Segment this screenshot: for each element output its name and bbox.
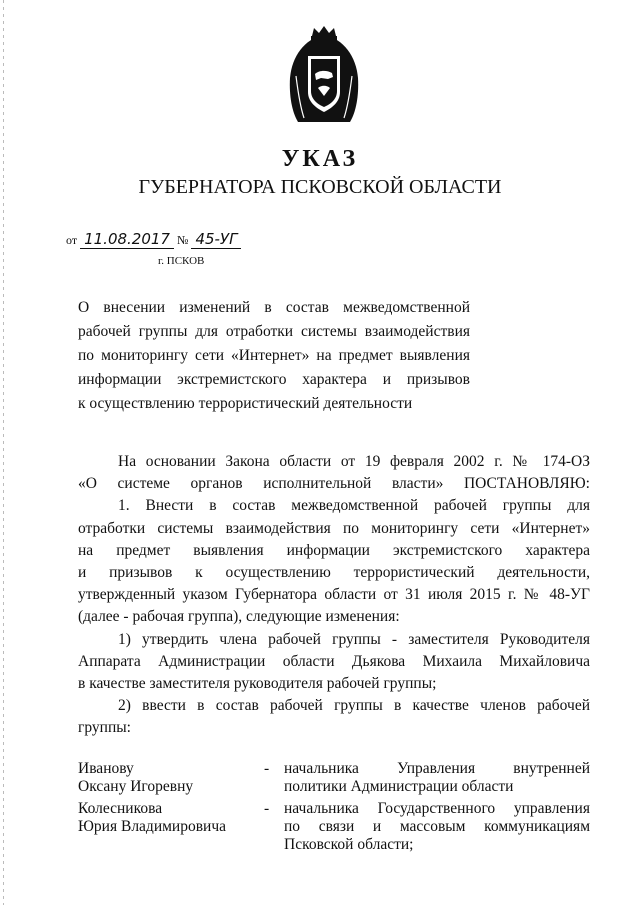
handwritten-date: 11.08.2017 bbox=[80, 230, 174, 249]
body-line: отработки системы взаимодействия по мониторингу сети «Интернет» bbox=[78, 519, 590, 537]
body-line: 1. Внести в состав межведомственной рабочей группы для bbox=[118, 497, 590, 515]
member-name-line: Иванову bbox=[78, 760, 134, 777]
from-label: от bbox=[66, 233, 78, 247]
subject-line: рабочей группы для отработки системы взаимодействия bbox=[78, 323, 470, 340]
body-line: 1) утвердить члена рабочей группы - заместителя Руководителя bbox=[118, 630, 590, 648]
body-line: Аппарата Администрации области Дьякова Михаила Михайловича bbox=[78, 652, 590, 670]
members-list bbox=[78, 760, 590, 858]
body-line: На основании Закона области от 19 февраля 2002 г. № 174-ОЗ bbox=[118, 453, 590, 470]
subject-line: информации экстремистского характера и призывов bbox=[78, 371, 470, 388]
member-position-line: политики Администрации области bbox=[284, 778, 514, 795]
body-line: «О системе органов исполнительной власти» ПОСТАНОВЛЯЮ: bbox=[78, 475, 590, 493]
handwritten-number: 45-УГ bbox=[191, 230, 241, 249]
scan-edge-line bbox=[3, 0, 4, 905]
member-dash: - bbox=[264, 800, 270, 817]
member-row bbox=[78, 760, 590, 796]
member-name-line: Оксану Игоревну bbox=[78, 778, 194, 795]
date-line bbox=[66, 230, 241, 249]
body-line: (далее - рабочая группа), следующие изменения: bbox=[78, 608, 400, 626]
member-name bbox=[78, 800, 264, 854]
member-position-line: по связи и массовым коммуникациям bbox=[284, 818, 590, 835]
city-label: г. ПСКОВ bbox=[158, 255, 205, 267]
member-position bbox=[284, 800, 590, 854]
number-label: № bbox=[176, 233, 189, 247]
document-title: УКАЗ bbox=[281, 146, 359, 172]
body-line: 2) ввести в состав рабочей группы в качестве членов рабочей bbox=[118, 697, 590, 715]
subject-line: к осуществлению террористический деятельности bbox=[78, 395, 413, 412]
body-text bbox=[78, 451, 590, 740]
subject-line: по мониторингу сети «Интернет» на предмет выявления bbox=[78, 347, 470, 364]
subject-line: О внесении изменений в состав межведомственной bbox=[78, 299, 470, 316]
member-name bbox=[78, 760, 264, 796]
member-name-line: Колесникова bbox=[78, 800, 163, 817]
member-row bbox=[78, 800, 590, 854]
member-position-line: начальника Управления внутренней bbox=[284, 760, 590, 777]
body-line: утвержденный указом Губернатора области от 31 июля 2015 г. № 48-УГ bbox=[78, 586, 590, 604]
member-position-line: начальника Государственного управления bbox=[284, 800, 590, 817]
pskov-coat-of-arms-emblem bbox=[284, 26, 364, 126]
document-subtitle: ГУБЕРНАТОРА ПСКОВСКОЙ ОБЛАСТИ bbox=[138, 176, 502, 198]
subject-block bbox=[78, 296, 470, 416]
body-line: в качестве заместителя руководителя рабочей группы; bbox=[78, 675, 437, 693]
body-line: и призывов к осуществлению террористический деятельности, bbox=[78, 564, 590, 582]
body-line: на предмет выявления информации экстремистского характера bbox=[78, 541, 590, 559]
member-dash: - bbox=[264, 760, 270, 777]
member-name-line: Юрия Владимировича bbox=[78, 818, 227, 835]
body-line: группы: bbox=[78, 719, 131, 737]
member-position-line: Псковской области; bbox=[284, 836, 414, 853]
member-position bbox=[284, 760, 590, 796]
